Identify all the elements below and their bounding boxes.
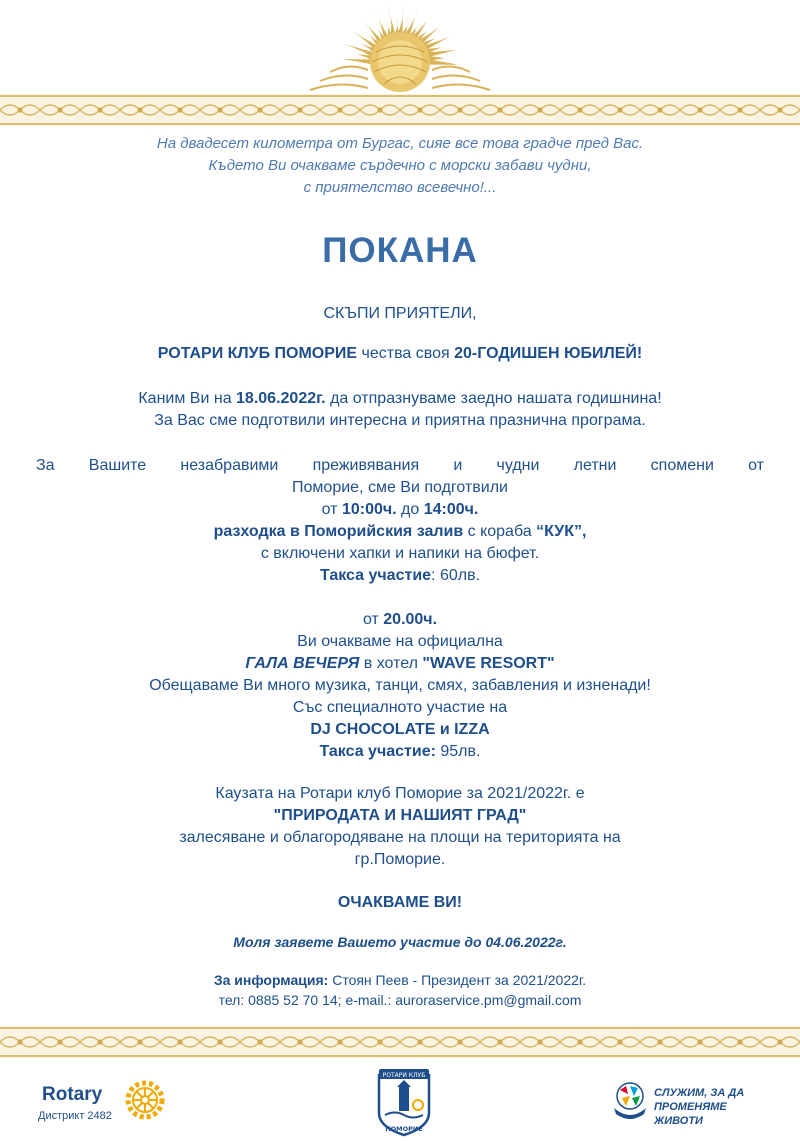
intro-verse — [0, 133, 800, 199]
trip-from: от — [321, 501, 342, 518]
cause-line4: гр.Поморие. — [354, 851, 446, 868]
gala-start: 20.00ч. — [383, 611, 438, 628]
trip-intro-line1: За Вашите незабравими преживявания и чудни летни спомени от — [36, 457, 764, 474]
gala-fee — [0, 741, 800, 763]
band-dot — [298, 1040, 302, 1044]
band-dot — [658, 1040, 662, 1044]
trip-end: 14:00ч. — [423, 501, 479, 518]
sun-wisp — [432, 75, 480, 81]
band-dot — [298, 108, 302, 112]
band-dot — [18, 1040, 22, 1044]
gala-fee-value: 95лв. — [435, 743, 481, 760]
band-dot — [698, 1040, 702, 1044]
contact-phone-email: тел: 0885 52 70 14; e-mail.: auroraservice.pm@gmail.com — [218, 992, 582, 1008]
band-dot — [138, 1040, 142, 1044]
jubilee-line — [0, 343, 800, 365]
band-dot — [378, 108, 382, 112]
emblem-bottom-text: ПОМОРИЕ — [385, 1125, 423, 1133]
rotary-logo — [38, 1078, 178, 1128]
band-dot — [578, 1040, 582, 1044]
band-dot — [658, 108, 662, 112]
band-dot — [58, 1040, 62, 1044]
band-dot — [378, 1040, 382, 1044]
band-dot — [538, 108, 542, 112]
gala-expect: Ви очакваме на официална — [297, 633, 503, 650]
gala-fee-label: Такса участие: — [319, 743, 436, 760]
sun-wisp — [320, 75, 368, 81]
emblem-top-text: РОТАРИ КЛУБ — [382, 1072, 426, 1079]
band-dot — [418, 1040, 422, 1044]
sun-ray — [428, 60, 458, 65]
band-dot — [98, 108, 102, 112]
jubilee-years: 20-ГОДИШЕН ЮБИЛЕЙ! — [454, 345, 643, 362]
sun-ray — [345, 44, 374, 57]
rotary-wordmark: Rotary — [42, 1084, 103, 1105]
trip-time — [0, 499, 800, 521]
band-dot — [18, 108, 22, 112]
gala-in-hotel: в хотел — [359, 655, 423, 672]
intro-line: Където Ви очакваме сърдечно с морски забави чудни, — [208, 157, 592, 174]
band-dot — [458, 108, 462, 112]
invite-text-b: да отпразнуваме заедно нашата годишнина! — [325, 390, 662, 407]
band-dot — [218, 1040, 222, 1044]
trip-fee-label: Такса участие — [319, 567, 432, 584]
intro-line: На двадесет километра от Бургас, сияе все това градче пред Вас. — [156, 135, 644, 152]
trip-start: 10:00ч. — [341, 501, 397, 518]
cause-line1: Каузата на Ротари клуб Поморие за 2021/2022г. е — [215, 785, 585, 802]
gala-promise: Обещаваме Ви много музика, танци, смях, забавления и изненади! — [149, 677, 651, 694]
ornament-band-top — [0, 94, 800, 126]
gala-title — [0, 653, 800, 675]
contact-line — [0, 970, 800, 990]
sun-ornament — [280, 0, 520, 100]
band-dot — [218, 108, 222, 112]
band-dot — [778, 108, 782, 112]
band-dot — [418, 108, 422, 112]
rotary-wheel-icon — [125, 1080, 165, 1120]
trip-fee — [0, 565, 800, 587]
band-dot — [58, 108, 62, 112]
globe-hands-icon — [612, 1080, 648, 1120]
band-dot — [738, 1040, 742, 1044]
trip-to: до — [396, 501, 424, 518]
band-dot — [98, 1040, 102, 1044]
band-dot — [178, 1040, 182, 1044]
slogan-line2: ПРОМЕНЯМЕ ЖИВОТИ — [654, 1101, 727, 1127]
program-line: За Вас сме подготвили интересна и приятна празнична програма. — [154, 412, 646, 429]
sun-wisp — [432, 84, 490, 90]
sun-ray — [398, 4, 404, 34]
sun-wisp — [432, 66, 470, 72]
contact-person: Стоян Пеев - Президент за 2021/2022г. — [328, 972, 587, 988]
gala-djs: DJ CHOCOLATE и IZZA — [310, 721, 490, 738]
band-dot — [258, 1040, 262, 1044]
band-dot — [698, 108, 702, 112]
band-dot — [778, 1040, 782, 1044]
trip-intro-line2: Поморие, сме Ви подготвили — [292, 479, 508, 496]
sun-ray — [342, 59, 372, 64]
sun-ray — [361, 19, 382, 44]
band-dot — [338, 1040, 342, 1044]
greeting: СКЪПИ ПРИЯТЕЛИ, — [323, 305, 477, 322]
trip-includes: с включени хапки и напики на бюфет. — [260, 545, 540, 562]
rotary-district: Дистрикт 2482 — [38, 1110, 112, 1122]
trip-fee-value: : 60лв. — [431, 567, 481, 584]
gala-from: от — [362, 611, 384, 628]
service-slogan-logo — [612, 1080, 772, 1127]
event-date: 18.06.2022г. — [236, 390, 326, 407]
band-dot — [498, 1040, 502, 1044]
invite-line — [0, 388, 800, 410]
band-dot — [258, 108, 262, 112]
band-dot — [178, 108, 182, 112]
contact-label: За информация: — [213, 972, 329, 988]
jubilee-middle: чества своя — [357, 345, 455, 362]
sun-wisp — [330, 66, 368, 72]
closing: ОЧАКВАМЕ ВИ! — [337, 894, 463, 911]
pomorie-club-emblem — [375, 1065, 433, 1137]
gala-special: Със специалното участие на — [292, 699, 508, 716]
band-dot — [338, 108, 342, 112]
band-dot — [738, 108, 742, 112]
slogan-line1: СЛУЖИМ, ЗА ДА — [654, 1087, 745, 1099]
band-dot — [458, 1040, 462, 1044]
club-name: РОТАРИ КЛУБ ПОМОРИЕ — [157, 345, 358, 362]
intro-line: с приятелство всевечно!... — [303, 179, 497, 196]
band-dot — [138, 108, 142, 112]
band-dot — [498, 108, 502, 112]
sun-ray — [405, 7, 418, 36]
band-dot — [618, 108, 622, 112]
rsvp: Моля заявете Вашето участие до 04.06.2022г. — [233, 934, 567, 950]
band-dot — [578, 108, 582, 112]
cause-name: "ПРИРОДАТА И НАШИЯТ ГРАД" — [273, 807, 527, 824]
ship-name: “КУК”, — [536, 523, 587, 540]
invite-text-a: Каним Ви на — [138, 390, 237, 407]
gala-time — [0, 609, 800, 631]
cause-line3: залесяване и облагородяване на площи на територията на — [179, 829, 621, 846]
band-dot — [618, 1040, 622, 1044]
hotel-name: "WAVE RESORT" — [422, 655, 555, 672]
trip-description — [0, 521, 800, 543]
band-dot — [538, 1040, 542, 1044]
page-title: ПОКАНА — [322, 231, 478, 270]
gala-name: ГАЛА ВЕЧЕРЯ — [245, 655, 360, 672]
trip-with-ship: с кораба — [463, 523, 537, 540]
trip-walk: разходка в Поморийския залив — [213, 523, 464, 540]
sun-wisp — [310, 84, 368, 90]
ornament-band-bottom — [0, 1026, 800, 1058]
